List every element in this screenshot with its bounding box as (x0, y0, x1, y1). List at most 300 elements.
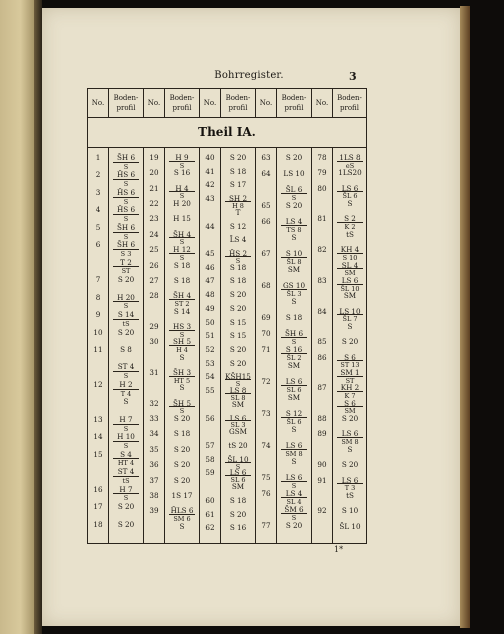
soil-profile: S 20 (285, 201, 303, 210)
book-gutter (34, 0, 42, 634)
soil-profile-sub: SL 4 (281, 497, 307, 507)
soil-profile: S 20 (229, 290, 247, 300)
soil-profile: H 2 (119, 379, 133, 389)
row-number: 71 (261, 345, 271, 354)
soil-profile: S 4 (120, 449, 132, 459)
soil-profile: S̄L 10 (227, 454, 249, 464)
soil-profile: S 10 (341, 506, 359, 516)
header-profile-5: Boden-profil (337, 94, 362, 112)
page-number: 3 (349, 70, 357, 83)
soil-profile: S (123, 397, 129, 407)
soil-profile: H 7 (119, 414, 133, 424)
soil-profile: LS 6 (285, 377, 303, 386)
row-number: 6 (95, 240, 101, 250)
row-number: 19 (149, 153, 159, 162)
soil-profile: S (347, 444, 353, 454)
soil-profile: LS 6 (285, 473, 303, 482)
table-header (88, 89, 366, 118)
row-number: 83 (317, 275, 327, 285)
soil-profile: S̄H 6 (116, 240, 136, 250)
soil-profile: GS 10 (282, 281, 306, 290)
soil-profile: S (291, 233, 297, 242)
row-number: 41 (205, 166, 215, 176)
row-number: 38 (149, 490, 159, 500)
soil-profile: H 10 (117, 432, 135, 442)
soil-profile: S̄H 4 (172, 291, 192, 301)
soil-profile: S 20 (229, 303, 247, 313)
row-number: 84 (317, 306, 327, 316)
soil-profile: SM (287, 393, 301, 402)
row-number: 90 (317, 460, 327, 470)
soil-profile: S̄H 6 (116, 153, 136, 162)
soil-profile: T (235, 207, 241, 217)
soil-profile: S 20 (117, 519, 135, 529)
soil-profile-sub: SL 6 (225, 475, 251, 485)
row-number: 15 (93, 449, 103, 459)
soil-profile-sub: S (113, 214, 139, 224)
soil-profile: S 18 (229, 276, 247, 286)
soil-profile: HS 3 (172, 321, 192, 331)
soil-profile: H 9 (175, 153, 189, 162)
soil-profile-sub: SM 6 (169, 514, 195, 524)
section-title: Theil IA. (198, 125, 256, 139)
row-number: 78 (317, 153, 327, 162)
soil-profile: S 18 (229, 262, 247, 272)
soil-profile: SM (231, 482, 245, 492)
soil-profile: S 8 (120, 345, 132, 354)
row-number: 9 (95, 310, 101, 320)
header-no-3: No. (203, 99, 217, 107)
soil-profile: S 18 (173, 260, 191, 270)
row-number: 22 (149, 199, 159, 209)
page-edge (460, 6, 470, 628)
soil-profile-sub: S̄L 8 (281, 257, 307, 267)
soil-profile-sub: S̄L 7 (337, 314, 363, 324)
soil-profile: S 20 (173, 444, 191, 454)
soil-profile-sub: S 3 (113, 249, 139, 259)
row-number: 18 (93, 519, 103, 529)
soil-profile: 1LS20 (338, 168, 362, 178)
row-number: 34 (149, 429, 159, 439)
soil-profile: S 20 (285, 521, 303, 530)
row-number: 12 (93, 379, 103, 389)
row-number: 2 (95, 170, 101, 180)
soil-profile: L̄S 4 (229, 235, 247, 245)
row-number: 28 (149, 291, 159, 301)
row-number: 91 (317, 475, 327, 485)
signature-mark: 1* (334, 545, 344, 554)
row-number: 60 (205, 495, 215, 505)
soil-profile: S 18 (173, 275, 191, 285)
soil-profile: LS 6 (341, 475, 359, 485)
row-number: 14 (93, 432, 103, 442)
soil-profile: S 18 (229, 495, 247, 505)
soil-profile-sub: H 8 (225, 201, 251, 211)
soil-profile: LS 6 (229, 468, 247, 478)
soil-profile-sub: H 4 (169, 345, 195, 355)
soil-profile-sub: ST 2 (169, 299, 195, 309)
soil-profile-sub: S (113, 424, 139, 434)
soil-profile: H̄LS 6 (170, 506, 194, 516)
soil-profile-sub: SM (337, 268, 363, 278)
soil-profile-sub: tS (113, 476, 139, 486)
row-number: 92 (317, 506, 327, 516)
soil-profile: S 16 (173, 168, 191, 178)
soil-profile-sub: ST (113, 266, 139, 276)
soil-profile-sub: SL 6 (281, 385, 307, 395)
soil-profile: SM (287, 361, 301, 370)
soil-profile: LS 6 (229, 413, 247, 423)
soil-profile-sub: S̄L 10 (337, 284, 363, 294)
soil-profile: SH 2 (228, 194, 248, 204)
soil-profile-sub: S 10 (337, 253, 363, 263)
row-number: 61 (205, 509, 215, 519)
row-number: 45 (205, 249, 215, 258)
soil-profile: LS 4 (285, 489, 303, 498)
header-no-2: No. (147, 99, 161, 107)
soil-profile: S̄H 3 (172, 368, 192, 378)
header-no-1: No. (91, 99, 105, 107)
row-number: 70 (261, 329, 271, 338)
soil-profile: S 10 (285, 249, 303, 258)
soil-profile: LS 6 (341, 183, 359, 193)
header-no-4: No. (259, 99, 273, 107)
soil-profile: S 20 (341, 337, 359, 347)
row-number: 26 (149, 260, 159, 270)
soil-profile: S 14 (117, 310, 135, 320)
soil-profile: SL 4 (341, 260, 359, 270)
row-number: 79 (317, 168, 327, 178)
soil-profile: H 20 (117, 292, 135, 302)
soil-profile-sub: S̄L 3 (281, 289, 307, 299)
soil-profile-sub: S (113, 493, 139, 503)
soil-profile-sub: T 4 (113, 389, 139, 399)
soil-profile: S 6 (344, 398, 356, 408)
row-number: 81 (317, 214, 327, 224)
soil-profile: tS 20 (228, 441, 248, 450)
soil-profile: H 12 (173, 245, 191, 255)
soil-profile: S (347, 199, 353, 209)
soil-profile: GSM (228, 427, 248, 437)
soil-profile-sub: S (169, 253, 195, 263)
soil-profile-sub: S̄L 6 (281, 417, 307, 427)
soil-profile: S (347, 321, 353, 331)
soil-profile: LS 10 (339, 306, 361, 316)
soil-profile-sub: S (169, 237, 195, 247)
row-number: 63 (261, 153, 271, 162)
bore-register-table (87, 88, 367, 544)
soil-profile-sub: ST 13 (337, 360, 363, 370)
soil-profile-sub: S (113, 197, 139, 207)
soil-profile: S 20 (117, 502, 135, 512)
rule (311, 89, 312, 117)
soil-profile: tS (346, 229, 354, 239)
soil-profile-sub: S̄L 6 (337, 191, 363, 201)
row-number: 76 (261, 489, 271, 498)
row-number: 51 (205, 331, 215, 341)
soil-profile: 1LS 8 (339, 153, 361, 162)
soil-profile: S 16 (229, 523, 247, 533)
soil-profile-sub: S (113, 162, 139, 172)
soil-profile: LS 6 (341, 429, 359, 439)
row-number: 44 (205, 221, 215, 231)
soil-profile: H̄S 6 (116, 187, 136, 197)
soil-profile-sub: S (113, 441, 139, 451)
soil-profile-sub: SM (337, 406, 363, 416)
soil-profile: S 15 (229, 317, 247, 327)
soil-profile-sub: tS (113, 319, 139, 329)
row-number: 89 (317, 429, 327, 439)
header-profile-3: Boden-profil (225, 94, 251, 112)
soil-profile-sub: ST (337, 376, 363, 386)
running-title: Bohrregister. (214, 70, 284, 81)
row-number: 66 (261, 217, 271, 226)
soil-profile: LS 6 (341, 275, 359, 285)
row-number: 5 (95, 222, 101, 232)
soil-profile: S 17 (229, 180, 247, 190)
rule (199, 89, 200, 117)
soil-profile-sub: S (281, 513, 307, 523)
row-number: 48 (205, 290, 215, 300)
soil-profile: LS 6 (285, 441, 303, 450)
soil-profile: T 2 (120, 257, 132, 267)
row-number: 39 (149, 506, 159, 516)
soil-profile: S 20 (117, 327, 135, 337)
row-number: 23 (149, 214, 159, 224)
soil-profile-sub: HT 4 (113, 458, 139, 468)
soil-profile: S 16 (285, 345, 303, 354)
row-number: 75 (261, 473, 271, 482)
row-number: 8 (95, 292, 101, 302)
soil-profile: S 20 (229, 153, 247, 162)
row-number: 82 (317, 245, 327, 255)
row-number: 4 (95, 205, 101, 215)
soil-profile-sub: eS (337, 161, 363, 171)
row-number: 64 (261, 169, 271, 178)
soil-profile: S 18 (173, 429, 191, 439)
soil-profile: KS̄H15 (225, 372, 251, 382)
row-number: 30 (149, 337, 159, 347)
soil-profile-sub: K 2 (337, 222, 363, 232)
row-number: 58 (205, 454, 215, 464)
row-number: 46 (205, 262, 215, 272)
soil-profile: SH 5 (172, 337, 192, 347)
row-number: 20 (149, 168, 159, 178)
row-number: 56 (205, 413, 215, 423)
soil-profile: S 20 (229, 509, 247, 519)
row-number: 67 (261, 249, 271, 258)
soil-profile-sub: T 3 (337, 483, 363, 493)
soil-profile: S̄L 6 (285, 185, 303, 194)
soil-profile: KH 2 (340, 383, 360, 393)
soil-profile-sub: S (281, 193, 307, 203)
soil-profile-sub: SL 3 (225, 420, 251, 430)
soil-profile: S̄H 5 (172, 398, 192, 408)
soil-profile: S̄L 10 (339, 521, 361, 531)
row-number: 53 (205, 358, 215, 368)
row-number: 59 (205, 468, 215, 478)
soil-profile-sub: S (113, 179, 139, 189)
row-number: 42 (205, 180, 215, 190)
soil-profile-sub: K 7 (337, 391, 363, 401)
soil-profile: LS 10 (283, 169, 305, 178)
row-number: 85 (317, 337, 327, 347)
row-number: 80 (317, 183, 327, 193)
soil-profile: H 4 (175, 183, 189, 193)
row-number: 43 (205, 194, 215, 204)
header-profile-1: Boden-profil (113, 94, 139, 112)
rule (276, 89, 277, 117)
soil-profile: S 20 (285, 153, 303, 162)
row-number: 40 (205, 153, 215, 162)
soil-profile: S 15 (229, 331, 247, 341)
soil-profile: ST 4 (117, 467, 135, 477)
row-number: 7 (95, 275, 101, 285)
row-number: 69 (261, 313, 271, 322)
soil-profile: H 15 (173, 214, 191, 224)
row-number: 65 (261, 201, 271, 210)
soil-profile-sub: SL 8 (225, 393, 251, 403)
row-number: 37 (149, 475, 159, 485)
soil-profile: S 20 (229, 345, 247, 354)
soil-profile: S̄H 6 (116, 222, 136, 232)
soil-profile: S 2 (344, 214, 356, 224)
header-no-5: No. (315, 99, 329, 107)
soil-profile: S 12 (229, 221, 247, 231)
row-number: 29 (149, 321, 159, 331)
row-number: 21 (149, 183, 159, 193)
row-number: 74 (261, 441, 271, 450)
row-number: 25 (149, 245, 159, 255)
soil-profile: KH 4 (340, 245, 360, 255)
soil-profile-sub: HT 5 (169, 376, 195, 386)
soil-profile: SM (287, 265, 301, 274)
soil-profile: S 20 (341, 414, 359, 424)
row-number: 87 (317, 383, 327, 393)
soil-profile-sub: S (225, 256, 251, 266)
soil-profile: H 7 (119, 484, 133, 494)
row-number: 36 (149, 460, 159, 470)
soil-profile-sub: S (225, 462, 251, 472)
soil-profile: SM (231, 399, 245, 409)
soil-profile: S 12 (285, 409, 303, 418)
soil-profile: S̄H 6 (284, 329, 304, 338)
soil-profile: H̄S 6 (116, 205, 136, 215)
row-number: 10 (93, 327, 103, 337)
soil-profile-sub: S (281, 337, 307, 347)
rule (332, 89, 333, 117)
rule (143, 89, 144, 117)
rule (220, 89, 221, 117)
soil-profile: S (291, 457, 297, 466)
rule (108, 89, 109, 117)
soil-profile: S (179, 383, 185, 393)
row-number: 11 (93, 345, 103, 354)
soil-profile-sub: S (169, 330, 195, 340)
soil-profile: SM (343, 291, 357, 301)
row-number: 33 (149, 414, 159, 424)
soil-profile-sub: S (113, 301, 139, 311)
row-number: 13 (93, 414, 103, 424)
row-number: 50 (205, 317, 215, 327)
soil-profile-sub: TS 8 (281, 225, 307, 235)
soil-profile: S (291, 297, 297, 306)
soil-profile: S 20 (341, 460, 359, 470)
row-number: 86 (317, 352, 327, 362)
left-page-edge (0, 0, 34, 634)
row-number: 35 (149, 444, 159, 454)
header-profile-4: Boden-profil (281, 94, 307, 112)
row-number: 88 (317, 414, 327, 424)
soil-profile: S 18 (229, 166, 247, 176)
soil-profile: 1S 17 (171, 490, 193, 500)
soil-profile: S̄M 6 (284, 505, 304, 514)
soil-profile: H̄S 6 (116, 170, 136, 180)
row-number: 27 (149, 275, 159, 285)
row-number: 16 (93, 484, 103, 494)
row-number: 1 (95, 153, 101, 162)
soil-profile: ST 4 (117, 362, 135, 372)
soil-profile: S̄H 4 (172, 229, 192, 239)
soil-profile: LS 8 (229, 386, 247, 396)
row-number: 68 (261, 281, 271, 290)
section-band (88, 117, 366, 148)
soil-profile-sub: S (169, 406, 195, 416)
soil-profile-sub: S (113, 371, 139, 381)
soil-profile-sub: S (225, 379, 251, 389)
soil-profile: H 20 (173, 199, 191, 209)
row-number: 3 (95, 187, 101, 197)
row-number: 24 (149, 229, 159, 239)
soil-profile: tS (346, 490, 354, 500)
soil-profile-sub: SM 8 (281, 449, 307, 459)
soil-profile: S 20 (229, 358, 247, 368)
row-number: 32 (149, 398, 159, 408)
soil-profile: H̄S 2 (228, 249, 248, 258)
row-number: 62 (205, 523, 215, 533)
soil-profile-sub: S̄L 2 (281, 353, 307, 363)
soil-profile: S 20 (173, 414, 191, 424)
header-profile-2: Boden-profil (169, 94, 195, 112)
soil-profile: LS 4 (285, 217, 303, 226)
row-number: 47 (205, 276, 215, 286)
soil-profile-sub: S (281, 481, 307, 491)
row-number: 54 (205, 372, 215, 382)
row-number: 77 (261, 521, 271, 530)
row-number: 17 (93, 502, 103, 512)
row-number: 72 (261, 377, 271, 386)
soil-profile-sub: S (169, 191, 195, 201)
soil-profile: S 18 (285, 313, 303, 322)
rule (164, 89, 165, 117)
soil-profile-sub: SM 8 (337, 437, 363, 447)
row-number: 55 (205, 386, 215, 396)
soil-profile: S 20 (117, 275, 135, 285)
soil-profile: S 20 (173, 460, 191, 470)
soil-profile-sub: S (113, 232, 139, 242)
soil-profile-sub: S (169, 161, 195, 171)
row-number: 49 (205, 303, 215, 313)
soil-profile: S 20 (173, 475, 191, 485)
row-number: 57 (205, 441, 215, 450)
soil-profile: S (179, 352, 185, 362)
row-number: 31 (149, 368, 159, 378)
soil-profile: S 6 (344, 352, 356, 362)
rule (255, 89, 256, 117)
soil-profile: S (179, 521, 185, 531)
row-number: 73 (261, 409, 271, 418)
soil-profile: SM 1 (340, 368, 360, 378)
